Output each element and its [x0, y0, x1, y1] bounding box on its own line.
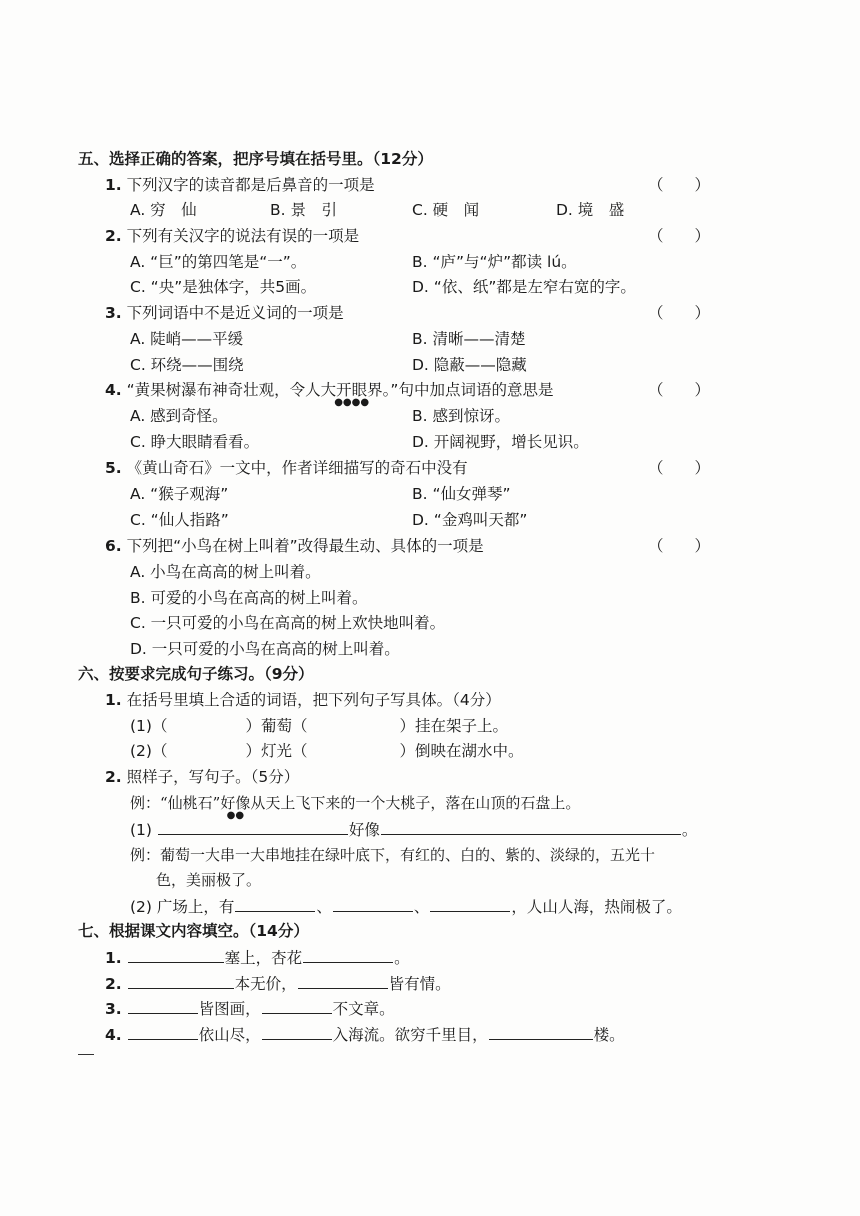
emphasis-dotted-word: 好像 ●●	[220, 794, 251, 821]
s5-q2-answer-paren[interactable]: （ ）	[648, 227, 711, 245]
s5-q4-stem: 4. “黄果树瀑布神奇壮观，令人大开眼界 ●●●● 。”句中加点词语的意思是	[105, 381, 554, 408]
page-corner-mark	[78, 1054, 94, 1055]
s5-q5-option-b: B. “仙女弹琴”	[412, 485, 511, 503]
section-6-title: 六、按要求完成句子练习。（9分）	[78, 665, 314, 683]
emphasis-dots: ●●	[226, 810, 245, 821]
answer-blank[interactable]	[128, 946, 224, 963]
s5-q3-option-d: D. 隐蔽——隐藏	[412, 356, 527, 374]
s5-q5-answer-paren[interactable]: （ ）	[648, 459, 711, 477]
section-5-title: 五、选择正确的答案，把序号填在括号里。（12分）	[78, 150, 433, 168]
s5-q1-answer-paren[interactable]: （ ）	[648, 176, 711, 194]
answer-blank[interactable]	[489, 1023, 593, 1040]
s5-q6-option-d: D. 一只可爱的小鸟在高高的树上叫着。	[130, 640, 400, 658]
s6-q2-answer-line-2: (2) 广场上，有 、 、 ，人山人海，热闹极了。	[130, 895, 682, 918]
s5-q4-option-a: A. 感到奇怪。	[130, 407, 228, 425]
s5-q6-option-c: C. 一只可爱的小鸟在高高的树上欢快地叫着。	[130, 614, 446, 632]
s5-q1-stem: 1. 下列汉字的读音都是后鼻音的一项是	[105, 176, 375, 194]
s5-q6-option-b: B. 可爱的小鸟在高高的树上叫着。	[130, 589, 368, 607]
answer-blank[interactable]	[262, 997, 332, 1014]
answer-blank[interactable]	[298, 972, 388, 989]
answer-blank[interactable]	[262, 1023, 332, 1040]
answer-blank[interactable]	[128, 972, 234, 989]
s7-item-4: 4. 依山尽， 入海流。欲穷千里目， 楼。	[105, 1023, 625, 1046]
s5-q3-option-c: C. 环绕——围绕	[130, 356, 244, 374]
s6-q1-stem: 1. 在括号里填上合适的词语，把下列句子写具体。（4分）	[105, 691, 501, 709]
s5-q6-option-a: A. 小鸟在高高的树上叫着。	[130, 563, 321, 581]
s5-q5-stem: 5. 《黄山奇石》一文中，作者详细描写的奇石中没有	[105, 459, 468, 477]
s6-q2-example-1: 例：“仙桃石”好像 ●● 从天上飞下来的一个大桃子，落在山顶的石盘上。	[130, 794, 581, 821]
s5-q1-option-a: A. 穷 仙	[130, 201, 197, 219]
s5-q2-option-d: D. “依、纸”都是左窄右宽的字。	[412, 278, 636, 296]
s5-q4-option-b: B. 感到惊讶。	[412, 407, 510, 425]
s7-item-2: 2. 本无价， 皆有情。	[105, 972, 451, 995]
s5-q1-option-b: B. 景 引	[270, 201, 337, 219]
s5-q5-option-d: D. “金鸡叫天都”	[412, 511, 528, 529]
s5-q3-answer-paren[interactable]: （ ）	[648, 304, 711, 322]
s7-item-3: 3. 皆图画， 不文章。	[105, 997, 395, 1020]
s5-q2-stem: 2. 下列有关汉字的说法有误的一项是	[105, 227, 360, 245]
s7-item-1: 1. 塞上，杏花 。	[105, 946, 410, 969]
s6-q1-line-1: (1)（ ）葡萄（ ）挂在架子上。	[130, 717, 508, 735]
s5-q3-stem: 3. 下列词语中不是近义词的一项是	[105, 304, 344, 322]
answer-blank[interactable]	[128, 1023, 198, 1040]
s5-q4-option-d: D. 开阔视野，增长见识。	[412, 433, 589, 451]
s6-q1-line-2: (2)（ ）灯光（ ）倒映在湖水中。	[130, 742, 524, 760]
s5-q3-option-a: A. 陡峭——平缓	[130, 330, 244, 348]
s5-q5-option-c: C. “仙人指路”	[130, 511, 229, 529]
s5-q5-option-a: A. “猴子观海”	[130, 485, 229, 503]
answer-blank[interactable]	[333, 895, 413, 912]
s5-q2-option-a: A. “巨”的第四笔是“一”。	[130, 253, 307, 271]
s6-q2-stem: 2. 照样子，写句子。（5分）	[105, 768, 300, 786]
answer-blank[interactable]	[235, 895, 315, 912]
answer-blank[interactable]	[128, 997, 198, 1014]
s5-q3-option-b: B. 清晰——清楚	[412, 330, 526, 348]
s6-q2-answer-line-1: (1) 好像 。	[130, 818, 697, 841]
answer-blank[interactable]	[303, 946, 393, 963]
answer-blank[interactable]	[158, 818, 348, 835]
section-7-title: 七、根据课文内容填空。（14分）	[78, 922, 309, 940]
s5-q1-option-c: C. 硬 闻	[412, 201, 480, 219]
emphasis-dots: ●●●●	[334, 397, 370, 408]
emphasis-dotted-word: 大开眼界 ●●●●	[320, 381, 383, 408]
s6-q2-example-2-line-1: 例：葡萄一大串一大串地挂在绿叶底下，有红的、白的、紫的、淡绿的，五光十	[130, 846, 656, 864]
answer-blank[interactable]	[381, 818, 681, 835]
s5-q2-option-b: B. “庐”与“炉”都读 lú。	[412, 253, 577, 271]
s5-q2-option-c: C. “央”是独体字，共5画。	[130, 278, 317, 296]
s5-q4-answer-paren[interactable]: （ ）	[648, 381, 711, 399]
s5-q6-answer-paren[interactable]: （ ）	[648, 537, 711, 555]
s5-q6-stem: 6. 下列把“小鸟在树上叫着”改得最生动、具体的一项是	[105, 537, 484, 555]
s5-q1-option-d: D. 境 盛	[556, 201, 625, 219]
s6-q2-example-2-line-2: 色，美丽极了。	[156, 871, 262, 889]
answer-blank[interactable]	[430, 895, 510, 912]
s5-q4-option-c: C. 睁大眼睛看看。	[130, 433, 260, 451]
